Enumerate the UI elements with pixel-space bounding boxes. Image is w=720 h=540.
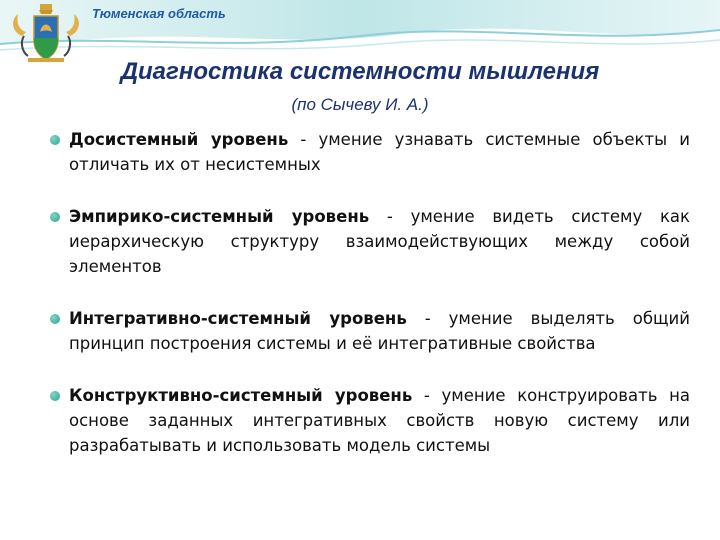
list-item [50,204,690,279]
bullet-icon [50,314,60,324]
list-item [50,306,690,356]
bullet-icon [50,391,60,401]
item-description: - умение узнавать системные объекты и отличать их от несистемных [69,130,690,174]
slide-title: Диагностика системности мышления [120,58,600,85]
item-description: - умение видеть систему как иерархическую структуру взаимодействующих между собой элементов [69,207,690,276]
bullet-icon [50,135,60,145]
bullet-list [50,127,690,485]
item-term: Интегративно-системный уровень [69,309,407,328]
list-item [50,383,690,458]
item-term: Конструктивно-системный уровень [69,386,413,405]
list-item [50,127,690,177]
slide-subtitle: (по Сычеву И. А.) [291,95,429,114]
item-description: - умение выделять общий принцип построения системы и её интегративные свойства [69,309,690,353]
region-name: Тюменская область [92,6,226,21]
item-term: Досистемный уровень [69,130,289,149]
tyumen-coat-of-arms-icon [6,2,86,64]
bullet-icon [50,212,60,222]
item-description: - умение конструировать на основе заданных интегративных свойств новую систему или разрабатывать и использовать модель системы [69,386,691,455]
item-term: Эмпирико-системный уровень [69,207,370,226]
